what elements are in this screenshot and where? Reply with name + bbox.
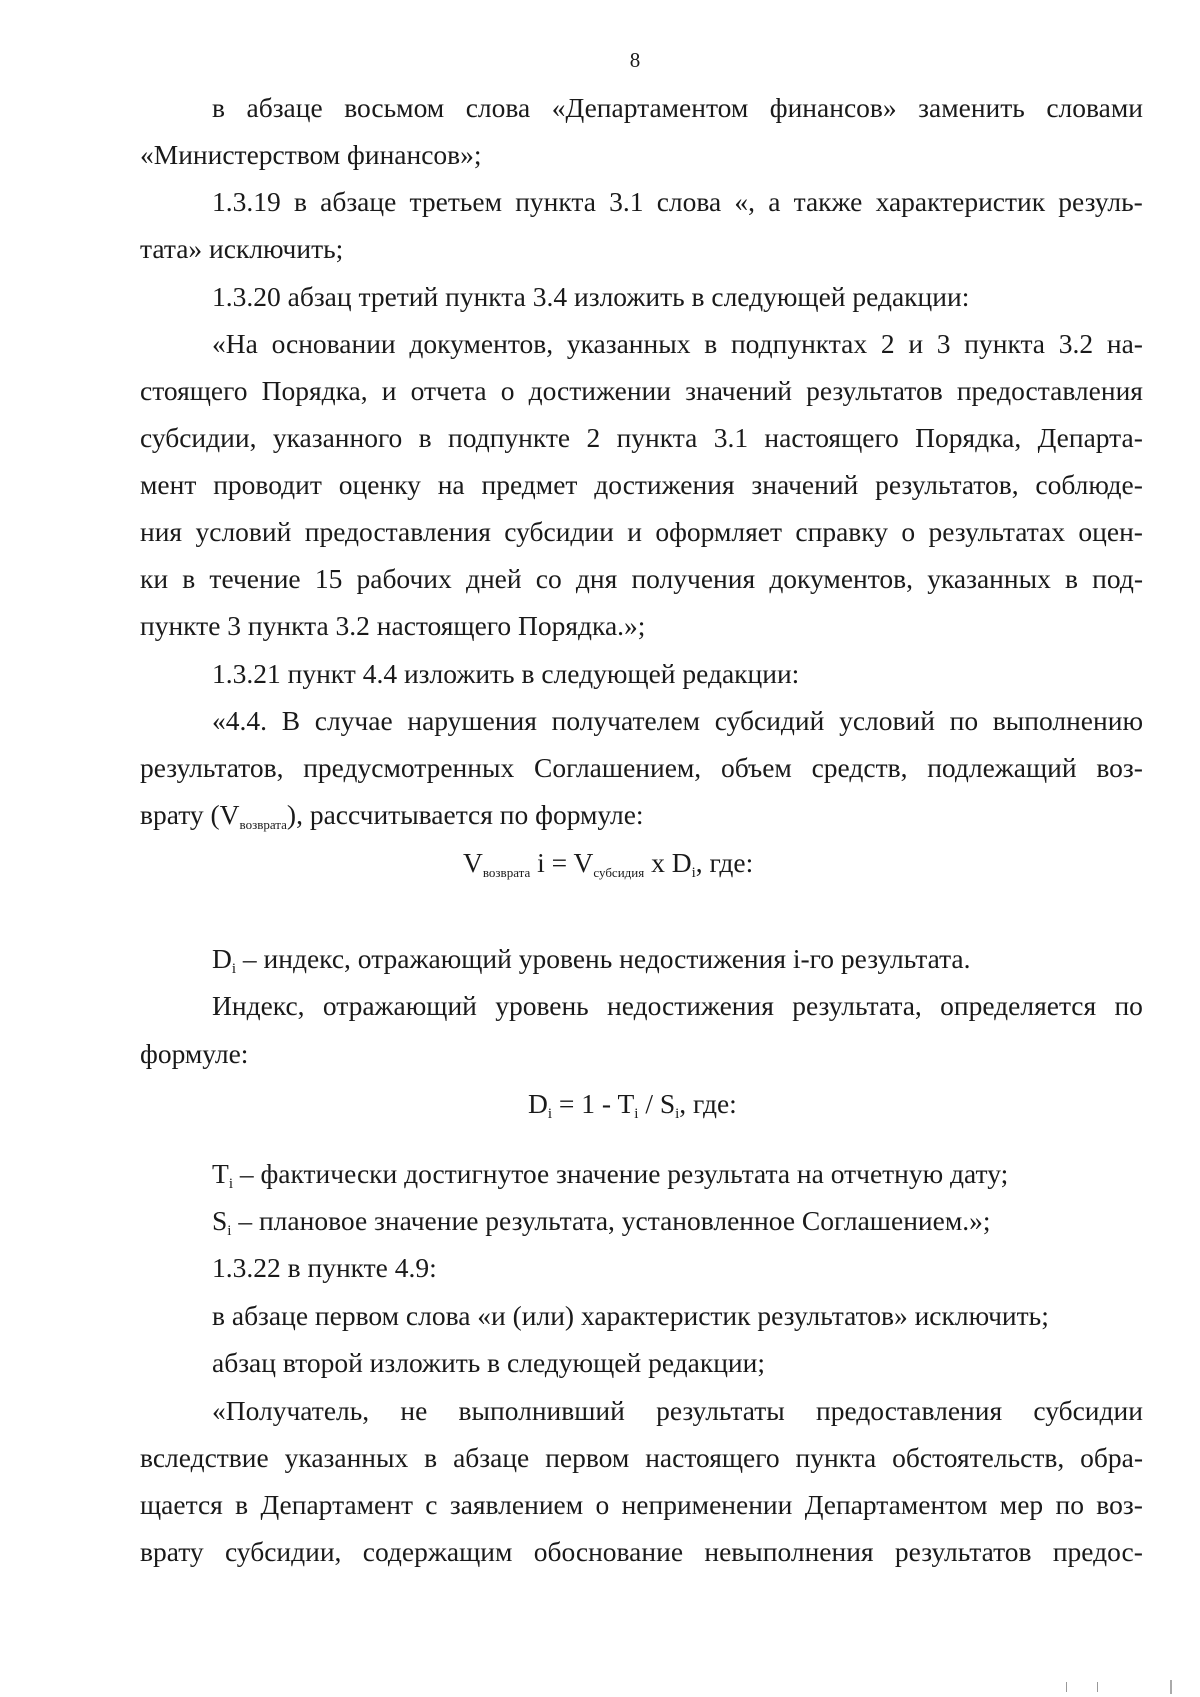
word: содержащим [362,1536,513,1567]
word: о [595,1489,610,1520]
word: предоставления [304,516,491,547]
word: 3.1 [609,186,644,217]
paragraph-line [140,471,1143,499]
word: проводит [213,469,322,500]
word: «На [212,328,258,359]
word: Соглашением, [533,752,702,783]
word: значений [685,375,792,406]
word: обра- [1080,1442,1143,1473]
word: выполнивший [458,1395,625,1426]
word: уровень [495,990,589,1021]
word: дней [465,563,522,594]
word: Департаментом [804,1489,988,1520]
word: получения [631,563,756,594]
word: резуль- [1058,186,1143,217]
paragraph-line: в абзаце первом слова «и (или) характеристик результатов» исключить; [212,1300,1049,1331]
word: справку [795,516,888,547]
paragraph-line: абзац второй изложить в следующей редакции; [212,1347,766,1378]
word: настоящего [764,422,899,453]
word: на [437,469,465,500]
word: достижения [594,469,735,500]
word: в [424,1442,438,1473]
word: случае [314,705,393,736]
word: пункта [964,328,1046,359]
paragraph-line [140,377,1143,405]
word: течение [209,563,301,594]
paragraph-line [212,1397,1143,1425]
word: документов, [409,328,554,359]
word: Департамент [260,1489,413,1520]
word: «4.4. [212,705,267,736]
word: оценку [338,469,421,500]
word: по [1055,1489,1084,1520]
word: с [425,1489,438,1520]
word: обоснование [533,1536,684,1567]
paragraph-line: $S_i$ – плановое значение результата, установленное Соглашением.»; [212,1205,991,1239]
word: пункта [795,1442,877,1473]
word: 15 [314,563,343,594]
word: рабочих [356,563,452,594]
word: обстоятельств, [892,1442,1065,1473]
word: подпункте [448,422,571,453]
word: 2 [880,328,895,359]
word: третьем [409,186,502,217]
word: предос- [1052,1536,1143,1567]
word: также [793,186,863,217]
word: ки [140,563,169,594]
word: стоящего [140,375,248,406]
paragraph-line [140,424,1143,452]
word: субсидии, [140,422,257,453]
word: подпунктах [730,328,868,359]
word: пункта [616,422,698,453]
word: щается [140,1489,223,1520]
word: в [235,1489,249,1520]
word: пункта [515,186,596,217]
paragraph-line: формуле: [140,1038,249,1069]
paragraph-line [140,754,1143,782]
word: предмет [481,469,578,500]
paragraph-line [140,1491,1143,1519]
word: под- [1092,563,1143,594]
word: Департа- [1037,422,1143,453]
word: указанных [566,328,691,359]
word: Порядка, [915,422,1022,453]
paragraph-line: $D_i$ – индекс, отражающий уровень недостижения i-го результата. [212,943,971,977]
word: заменить [918,92,1025,123]
word: результатов [806,375,943,406]
word: неприменении [621,1489,793,1520]
word: предусмотренных [303,752,515,783]
paragraph-line: пункте 3 пункта 3.2 настоящего Порядка.»; [140,610,646,641]
paragraph-line [212,330,1143,358]
word: оцен- [1078,516,1143,547]
word: в [293,186,307,217]
word: субсидии [504,516,614,547]
word: и [381,375,397,406]
word: подлежащий [927,752,1077,783]
word: выполнению [992,705,1143,736]
word: субсидии [1033,1395,1143,1426]
word: мер [999,1489,1044,1520]
word: и [627,516,642,547]
word: указанного [272,422,403,453]
word: вследствие [140,1442,269,1473]
word: результата, [792,990,922,1021]
word: мент [140,469,197,500]
word: а [768,186,781,217]
word: основании [271,328,396,359]
word: средств, [811,752,908,783]
word: финансов» [769,92,897,123]
word: в [212,92,225,123]
word: результатов [894,1536,1032,1567]
word: результатов, [875,469,1019,500]
word: настоящего [645,1442,780,1473]
word: слова [465,92,531,123]
word: и [908,328,924,359]
word: «Получатель, [212,1395,370,1426]
paragraph-line: 1.3.22 в пункте 4.9: [212,1252,437,1283]
word: отражающий [322,990,477,1021]
word: значений [751,469,859,500]
word: характеристик [875,186,1046,217]
word: в [182,563,196,594]
word: достижении [528,375,671,406]
word: врату [140,1536,204,1567]
word: ния [140,516,183,547]
page-number: 8 [629,48,641,72]
word: дня [575,563,618,594]
word: оформляет [655,516,782,547]
word: воз- [1096,1489,1143,1520]
word: словами [1046,92,1143,123]
word: 3 [936,328,951,359]
word: условий [839,705,935,736]
word: 2 [586,422,601,453]
word: Индекс, [212,990,305,1021]
paragraph-line [140,1538,1143,1566]
word: отчета [410,375,487,406]
paragraph-line: $T_i$ – фактически достигнутое значение результата на отчетную дату; [212,1158,1009,1192]
word: субсидии, [224,1536,342,1567]
paragraph-line [140,518,1143,546]
word: на- [1106,328,1143,359]
word: результатов, [140,752,284,783]
paragraph-line [140,1444,1143,1472]
word: В [281,705,301,736]
paragraph-line [212,188,1143,216]
word: не [400,1395,428,1426]
word: восьмом [344,92,445,123]
paragraph-line [212,94,1143,122]
word: слова [656,186,722,217]
word: определяется [940,990,1097,1021]
word: по [949,705,979,736]
word: воз- [1096,752,1143,783]
word: объем [720,752,792,783]
word: абзаце [320,186,397,217]
paragraph-line [212,992,1143,1020]
scan-artifact [1066,1682,1098,1692]
word: Порядка, [261,375,368,406]
word: предоставления [956,375,1143,406]
paragraph-line: врату (Vвозврата), рассчитывается по формуле: [140,799,644,832]
word: о [901,516,916,547]
word: документов, [769,563,914,594]
word: недостижения [607,990,774,1021]
word: указанных [927,563,1051,594]
word: о [500,375,515,406]
word: 3.2 [1058,328,1094,359]
paragraph-line [140,565,1143,593]
paragraph-line: 1.3.21 пункт 4.4 изложить в следующей редакции: [212,658,800,689]
word: «, [734,186,756,217]
word: субсидий [714,705,825,736]
word: 3.1 [713,422,749,453]
paragraph-line: «Министерством финансов»; [140,139,482,170]
word: первом [545,1442,630,1473]
word: со [535,563,562,594]
paragraph-line [212,707,1143,735]
word: предоставления [816,1395,1003,1426]
word: получателем [551,705,701,736]
word: 1.3.19 [212,186,281,217]
word: в [704,328,718,359]
word: по [1114,990,1143,1021]
word: нарушения [407,705,537,736]
paragraph-line: 1.3.20 абзац третий пункта 3.4 изложить в следующей редакции: [212,281,970,312]
word: «Департаментом [551,92,749,123]
word: результатах [928,516,1066,547]
formula-d-index: $D_i = 1 - T_i / S_i$, где: [528,1088,737,1122]
formula-v-return: Vвозврата i = Vсубсидия x $D_i$, где: [463,847,754,881]
word: абзаце [453,1442,530,1473]
word: заявлением [449,1489,584,1520]
word: невыполнения [704,1536,874,1567]
word: результаты [656,1395,785,1426]
scan-artifact [1170,1680,1172,1694]
word: указанных [284,1442,409,1473]
paragraph-line: тата» исключить; [140,233,344,264]
word: соблюде- [1035,469,1143,500]
word: условий [195,516,292,547]
word: в [418,422,432,453]
word: в [1065,563,1078,594]
word: абзаце [246,92,323,123]
